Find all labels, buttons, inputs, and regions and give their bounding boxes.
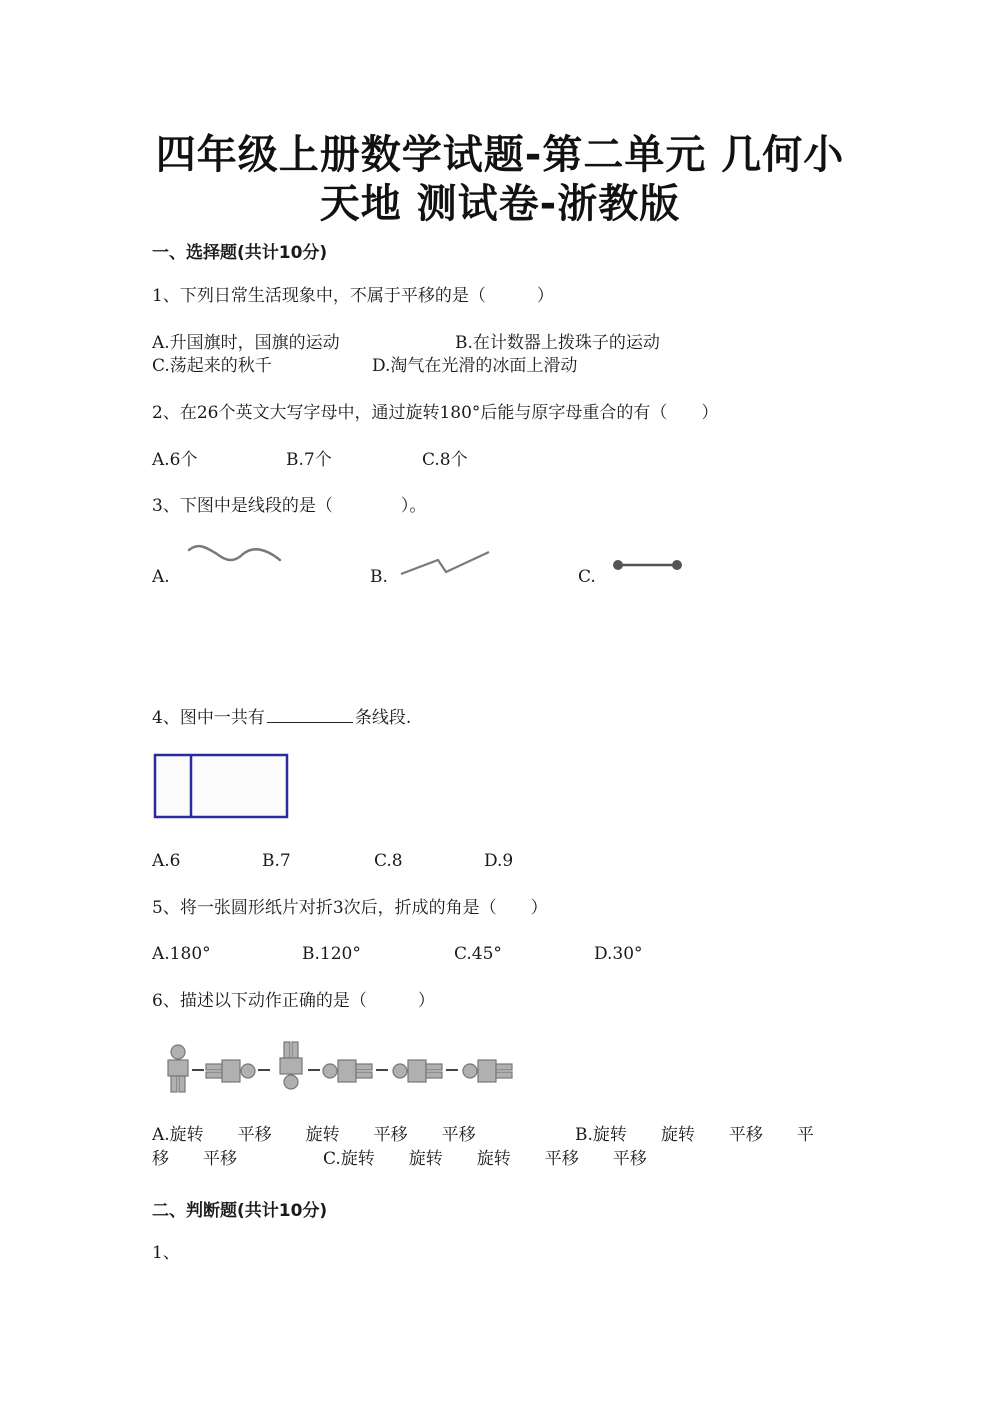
q6-option-b-cont[interactable]: 移 平移 [152,1149,237,1169]
person-upright-icon [168,1045,188,1092]
person-rotated-left-icon-3 [463,1060,512,1082]
person-rotated-right-icon [206,1060,255,1082]
q6-option-c[interactable]: C.旋转 旋转 旋转 平移 平移 [323,1149,647,1169]
j1-stem: 1、 [152,1243,180,1263]
q4-answer-blank[interactable] [267,706,353,723]
q6-motion-sequence-figure [160,1040,520,1100]
page-title-line1: 四年级上册数学试题-第二单元 几何小 [155,132,845,178]
section-heading-choice: 一、选择题(共计10分) [152,243,328,263]
q1-stem: 1、下列日常生活现象中，不属于平移的是（ ） [152,286,554,306]
q4-stem-after: 条线段. [354,708,412,728]
q3-option-b[interactable]: B. [370,567,388,587]
q6-stem: 6、描述以下动作正确的是（ ） [152,991,435,1011]
person-inverted-icon [280,1042,302,1089]
q4-option-d[interactable]: D.9 [484,851,514,871]
q3-option-a[interactable]: A. [152,567,170,587]
person-rotated-left-icon-2 [393,1060,442,1082]
q2-option-a[interactable]: A.6个 [152,450,198,470]
q5-option-a[interactable]: A.180° [152,944,211,964]
q1-option-d[interactable]: D.淘气在光滑的冰面上滑动 [372,356,578,376]
q5-option-d[interactable]: D.30° [594,944,643,964]
q3-segment-figure [610,558,685,572]
q4-stem [152,706,411,729]
q5-option-c[interactable]: C.45° [454,944,502,964]
q5-option-b[interactable]: B.120° [302,944,361,964]
q2-stem: 2、在26个英文大写字母中，通过旋转180°后能与原字母重合的有（ ） [152,403,719,423]
q4-stem-before: 4、图中一共有 [152,708,265,728]
q1-option-b[interactable]: B.在计数器上拨珠子的运动 [455,333,660,353]
q4-option-b[interactable]: B.7 [262,851,291,871]
q3-curve-figure [185,540,285,575]
q5-stem: 5、将一张圆形纸片对折3次后，折成的角是（ ） [152,898,548,918]
page-title-line2: 天地 测试卷-浙教版 [319,181,681,227]
q6-option-a[interactable]: A.旋转 平移 旋转 平移 平移 [152,1125,476,1145]
q3-stem: 3、下图中是线段的是（ ）。 [152,496,427,516]
q2-option-b[interactable]: B.7个 [286,450,332,470]
q1-option-c[interactable]: C.荡起来的秋千 [152,356,272,376]
person-rotated-left-icon [323,1060,372,1082]
q2-option-c[interactable]: C.8个 [422,450,468,470]
q3-option-c[interactable]: C. [578,567,596,587]
section-heading-judgement: 二、判断题(共计10分) [152,1201,328,1221]
q4-option-c[interactable]: C.8 [374,851,403,871]
q3-zigzag-figure [398,548,493,578]
q6-option-b[interactable]: B.旋转 旋转 平移 平 [575,1125,814,1145]
q4-option-a[interactable]: A.6 [152,851,181,871]
q1-option-a[interactable]: A.升国旗时，国旗的运动 [152,333,340,353]
q4-rectangle-figure [153,753,289,819]
